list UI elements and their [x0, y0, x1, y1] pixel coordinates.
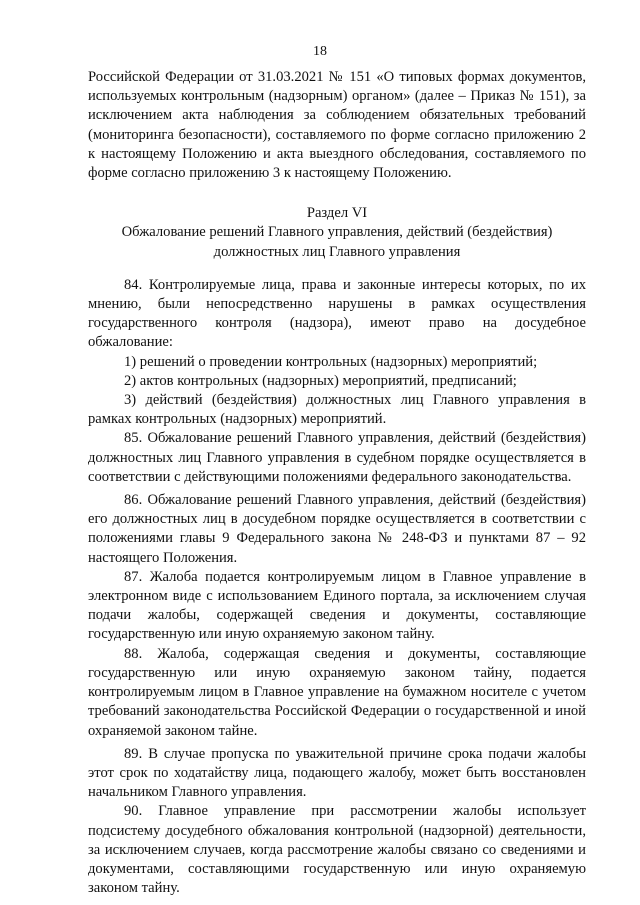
document-body — [88, 68, 586, 898]
section-subtitle-line1: Обжалование решений Главного управления, действий (бездействия) — [121, 224, 553, 241]
page-number: 18 — [313, 44, 327, 59]
paragraph-86: 86. Обжалование решений Главного управления, действий (бездействия) его должностных лиц в досудебном порядке осуществляется в соответствии с положениями главы 9 Федерального закона № 248-ФЗ и пунктами 87 – 92 настоящего Положения. — [88, 492, 586, 566]
paragraph-87: 87. Жалоба подается контролируемым лицом в Главное управление в электронном виде с использованием Единого портала, за исключением случая подачи жалобы, содержащей сведения и документы, составляющие государственную или иную охраняемую законом тайну. — [88, 568, 586, 643]
section-subtitle-line2: должностных лиц Главного управления — [213, 243, 461, 260]
section-title: Раздел VI — [306, 205, 368, 222]
intro-paragraph: Российской Федерации от 31.03.2021 № 151 «О типовых формах документов, используемых контрольным (надзорным) органом» (далее – Приказ № 151), за исключением акта наблюдения за соблюдением обязательных требований (мониторинга безопасности), составляемого по форме согласно приложению 2 к настоящему Положению и акта выездного обследования, составляемого по форме согласно приложению 3 к настоящему Положению. — [88, 69, 586, 182]
paragraph-88: 88. Жалоба, содержащая сведения и документы, составляющие государственную или иную охраняемую законом тайну, подается контролируемым лицом в Главное управление на бумажном носителе с учетом требований законодательства Российской Федерации о государственной и иной охраняемой законом тайне. — [88, 645, 586, 739]
list-item-2: 2) актов контрольных (надзорных) мероприятий, предписаний; — [124, 372, 517, 389]
paragraph-84: 84. Контролируемые лица, права и законные интересы которых, по их мнению, были непосредственно нарушены в рамках осуществления государственного контроля (надзора), имеют право на досудебное обжалование: — [88, 276, 586, 351]
paragraph-85: 85. Обжалование решений Главного управления, действий (бездействия) должностных лиц Главного управления в судебном порядке осуществляется в соответствии с действующими положениями федерального законодательства. — [88, 430, 586, 485]
paragraph-89: 89. В случае пропуска по уважительной причине срока подачи жалобы этот срок по ходатайству лица, подающего жалобу, может быть восстановлен начальником Главного управления. — [88, 745, 586, 801]
list-item-3: 3) действий (бездействия) должностных лиц Главного управления в рамках контрольных (надзорных) мероприятий. — [88, 392, 586, 428]
list-item-1: 1) решений о проведении контрольных (надзорных) мероприятий; — [124, 353, 538, 370]
paragraph-90: 90. Главное управление при рассмотрении жалобы использует подсистему досудебного обжалования контрольной (надзорной) деятельности, за исключением случаев, когда рассмотрение жалобы связано со сведениями и документами, составляющими государственную или иную охраняемую законом тайну. — [88, 803, 586, 897]
